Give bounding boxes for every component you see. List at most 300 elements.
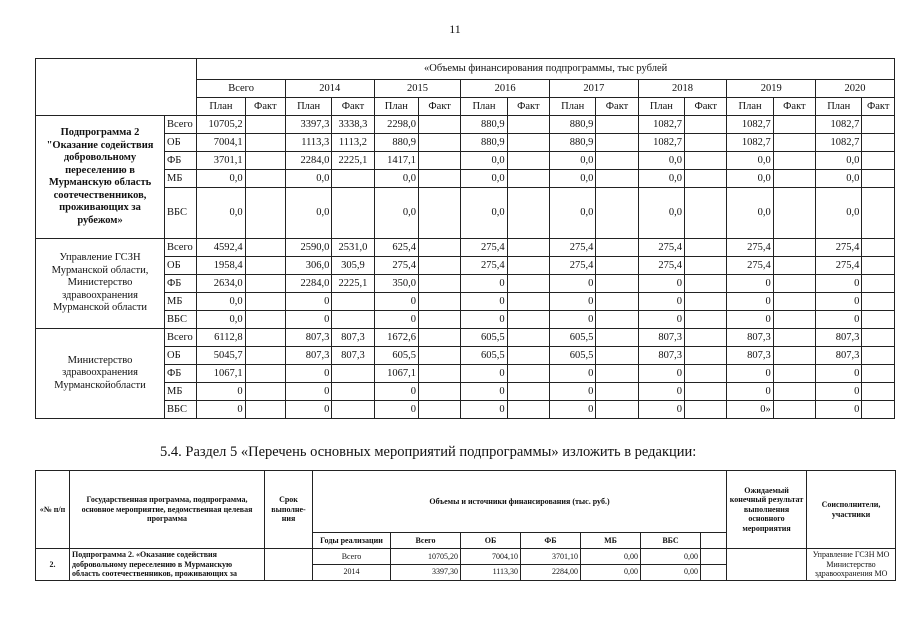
section-heading: 5.4. Раздел 5 «Перечень основных мероприятий подпрограммы» изложить в редакции: [160, 444, 697, 460]
measures-table [35, 470, 896, 581]
source-cell: МБ [165, 293, 197, 311]
value-cell: 807,3 [332, 347, 374, 365]
value-cell: 0 [374, 383, 418, 401]
value-cell: 3701,1 [197, 152, 245, 170]
table-row [36, 383, 895, 401]
value-cell [773, 152, 815, 170]
value-cell: 275,4 [550, 239, 596, 257]
value-cell: 1672,6 [374, 329, 418, 347]
value-cell: 0,0 [197, 311, 245, 329]
row-line-label: 2014 [313, 564, 391, 580]
group-label: Министерство здравоохранения Мурманскойобласти [36, 329, 165, 419]
value-cell: 275,4 [461, 257, 507, 275]
row-line-label: Всего [313, 549, 391, 565]
value-cell [507, 275, 549, 293]
value-cell: 7004,1 [197, 134, 245, 152]
value-cell [596, 188, 638, 239]
value-cell [685, 116, 727, 134]
value-cell [596, 170, 638, 188]
value-cell: 275,4 [727, 239, 773, 257]
value-cell [418, 239, 460, 257]
value-cell [685, 383, 727, 401]
value-cell: 0 [816, 365, 862, 383]
value-cell: 2225,1 [332, 275, 374, 293]
value-cell: 0,0 [816, 152, 862, 170]
value-cell [773, 293, 815, 311]
value-cell: 807,3 [727, 347, 773, 365]
value-cell: 880,9 [461, 116, 507, 134]
value-cell [332, 383, 374, 401]
value-cell: 807,3 [285, 347, 331, 365]
value-cell [596, 383, 638, 401]
value-cell: 0,0 [638, 152, 684, 170]
value-cell: 0 [727, 383, 773, 401]
col-num-header: «№ п/п [36, 471, 70, 549]
value-cell [332, 365, 374, 383]
value-cell: 0,0 [550, 170, 596, 188]
value-cell [596, 401, 638, 419]
fact-header: Факт [685, 98, 727, 116]
value-cell: 2531,0 [332, 239, 374, 257]
source-cell: ФБ [165, 365, 197, 383]
value-cell [773, 329, 815, 347]
value-cell [862, 293, 895, 311]
value-cell [773, 257, 815, 275]
table-row [36, 239, 895, 257]
subheader-blank [701, 533, 727, 549]
value-cell: 275,4 [374, 257, 418, 275]
value-cell: 0 [638, 383, 684, 401]
value-cell [245, 365, 285, 383]
plan-header: План [374, 98, 418, 116]
value-cell: 1082,7 [638, 134, 684, 152]
source-cell: Всего [165, 329, 197, 347]
value-cell: 0 [816, 275, 862, 293]
value-cell: 1417,1 [374, 152, 418, 170]
table-row [36, 329, 895, 347]
value-cell [507, 329, 549, 347]
value-cell [862, 401, 895, 419]
value-cell: 2284,0 [285, 152, 331, 170]
table-row [36, 188, 895, 239]
value-cell [418, 134, 460, 152]
subheader-total: Всего [391, 533, 461, 549]
value-cell [773, 239, 815, 257]
table-row [36, 134, 895, 152]
row-line-cell [701, 564, 727, 580]
value-cell: 275,4 [638, 257, 684, 275]
table-row [36, 293, 895, 311]
header-title: «Объемы финансирования подпрограммы, тыс рублей [197, 59, 895, 80]
value-cell [245, 257, 285, 275]
value-cell: 807,3 [816, 329, 862, 347]
value-cell: 880,9 [461, 134, 507, 152]
value-cell: 0 [550, 365, 596, 383]
plan-header: План [638, 98, 684, 116]
source-cell: ФБ [165, 275, 197, 293]
value-cell [507, 383, 549, 401]
value-cell [773, 401, 815, 419]
source-cell: Всего [165, 116, 197, 134]
source-cell: ОБ [165, 134, 197, 152]
value-cell: 0 [374, 293, 418, 311]
value-cell [507, 311, 549, 329]
value-cell: 0 [461, 311, 507, 329]
value-cell [418, 365, 460, 383]
value-cell: 275,4 [816, 239, 862, 257]
value-cell: 1082,7 [727, 116, 773, 134]
fact-header: Факт [418, 98, 460, 116]
value-cell [685, 329, 727, 347]
value-cell: 0,0 [374, 170, 418, 188]
value-cell: 0 [197, 401, 245, 419]
page-number: 11 [449, 22, 461, 36]
value-cell [418, 329, 460, 347]
value-cell: 2634,0 [197, 275, 245, 293]
source-cell: МБ [165, 170, 197, 188]
value-cell [862, 257, 895, 275]
value-cell: 880,9 [374, 134, 418, 152]
value-cell: 0,0 [727, 152, 773, 170]
value-cell [862, 329, 895, 347]
value-cell [245, 311, 285, 329]
value-cell: 0,0 [727, 188, 773, 239]
row-line-cell: 7004,10 [461, 549, 521, 565]
value-cell [596, 365, 638, 383]
value-cell: 275,4 [727, 257, 773, 275]
value-cell: 2284,0 [285, 275, 331, 293]
value-cell [245, 383, 285, 401]
value-cell [418, 152, 460, 170]
value-cell: 0 [638, 401, 684, 419]
value-cell [507, 170, 549, 188]
value-cell [773, 365, 815, 383]
value-cell [596, 329, 638, 347]
row-program: Подпрограмма 2. «Оказание содействия добровольному переселению в Мурманскую область соотечественников, проживающих за [70, 549, 265, 581]
value-cell: 1082,7 [727, 134, 773, 152]
table-row [36, 152, 895, 170]
plan-header: План [461, 98, 507, 116]
value-cell: 6112,8 [197, 329, 245, 347]
value-cell [418, 293, 460, 311]
value-cell: 275,4 [638, 239, 684, 257]
value-cell: 0 [285, 383, 331, 401]
value-cell [507, 401, 549, 419]
value-cell [773, 116, 815, 134]
value-cell: 0,0 [461, 170, 507, 188]
value-cell [507, 293, 549, 311]
value-cell [418, 257, 460, 275]
value-cell [418, 170, 460, 188]
value-cell: 0 [816, 383, 862, 401]
value-cell: 0 [461, 365, 507, 383]
value-cell [332, 188, 374, 239]
subheader-mb: МБ [581, 533, 641, 549]
plan-header: План [197, 98, 245, 116]
row-line-cell: 3701,10 [521, 549, 581, 565]
value-cell: 275,4 [816, 257, 862, 275]
value-cell: 807,3 [332, 329, 374, 347]
value-cell: 3338,3 [332, 116, 374, 134]
value-cell: 0 [550, 401, 596, 419]
value-cell: 1067,1 [197, 365, 245, 383]
col-program-header: Государственная программа, подпрограмма, основное мероприятие, ведомственная целевая программа [70, 471, 265, 549]
table-row [36, 365, 895, 383]
value-cell: 605,5 [550, 329, 596, 347]
value-cell: 0,0 [816, 188, 862, 239]
plan-header: План [727, 98, 773, 116]
value-cell: 0,0 [638, 188, 684, 239]
table-row [36, 401, 895, 419]
value-cell [596, 311, 638, 329]
source-cell: ВБС [165, 188, 197, 239]
value-cell [773, 188, 815, 239]
value-cell [862, 239, 895, 257]
value-cell [862, 188, 895, 239]
value-cell [332, 311, 374, 329]
value-cell [596, 134, 638, 152]
fact-header: Факт [862, 98, 895, 116]
value-cell: 0 [285, 365, 331, 383]
value-cell [507, 257, 549, 275]
value-cell: 0 [461, 293, 507, 311]
row-line-cell [701, 549, 727, 565]
plan-header: План [550, 98, 596, 116]
header-blank [36, 59, 197, 116]
row-line-cell: 0,00 [641, 564, 701, 580]
value-cell [332, 401, 374, 419]
value-cell [507, 152, 549, 170]
value-cell: 0,0 [197, 188, 245, 239]
value-cell: 0 [550, 383, 596, 401]
value-cell [862, 152, 895, 170]
value-cell: 1113,2 [332, 134, 374, 152]
value-cell [507, 239, 549, 257]
source-cell: ВБС [165, 311, 197, 329]
value-cell: 305,9 [332, 257, 374, 275]
table-row [36, 275, 895, 293]
value-cell [773, 347, 815, 365]
row-executors: Управление ГСЗН МО Министерство здравоохранения МО [807, 549, 896, 581]
value-cell: 605,5 [461, 329, 507, 347]
value-cell [418, 188, 460, 239]
source-cell: ФБ [165, 152, 197, 170]
value-cell: 0 [285, 401, 331, 419]
value-cell: 0 [550, 275, 596, 293]
value-cell [685, 257, 727, 275]
value-cell [245, 134, 285, 152]
value-cell [773, 275, 815, 293]
value-cell: 0» [727, 401, 773, 419]
year-header: 2016 [461, 80, 550, 98]
value-cell: 625,4 [374, 239, 418, 257]
plan-header: План [285, 98, 331, 116]
value-cell [245, 170, 285, 188]
value-cell: 2298,0 [374, 116, 418, 134]
value-cell: 0 [638, 365, 684, 383]
value-cell: 2225,1 [332, 152, 374, 170]
value-cell: 0 [727, 293, 773, 311]
year-header: 2020 [816, 80, 895, 98]
value-cell: 0 [638, 311, 684, 329]
value-cell [245, 188, 285, 239]
value-cell [773, 383, 815, 401]
value-cell: 0,0 [374, 188, 418, 239]
value-cell [862, 116, 895, 134]
value-cell: 0,0 [727, 170, 773, 188]
value-cell [507, 365, 549, 383]
value-cell [418, 275, 460, 293]
value-cell: 0,0 [816, 170, 862, 188]
value-cell [862, 365, 895, 383]
value-cell [507, 116, 549, 134]
value-cell [685, 134, 727, 152]
value-cell [862, 347, 895, 365]
subheader-ob: ОБ [461, 533, 521, 549]
value-cell: 0 [550, 311, 596, 329]
table-row [36, 116, 895, 134]
value-cell [685, 275, 727, 293]
value-cell: 1067,1 [374, 365, 418, 383]
value-cell: 1082,7 [816, 116, 862, 134]
value-cell [685, 311, 727, 329]
value-cell [507, 347, 549, 365]
value-cell: 605,5 [550, 347, 596, 365]
value-cell [685, 152, 727, 170]
fact-header: Факт [245, 98, 285, 116]
value-cell: 605,5 [374, 347, 418, 365]
year-header: 2014 [285, 80, 374, 98]
value-cell: 0,0 [550, 188, 596, 239]
value-cell: 0 [727, 365, 773, 383]
value-cell: 807,3 [638, 329, 684, 347]
value-cell: 306,0 [285, 257, 331, 275]
value-cell: 0 [461, 401, 507, 419]
value-cell [245, 152, 285, 170]
value-cell: 807,3 [638, 347, 684, 365]
value-cell [773, 311, 815, 329]
value-cell [862, 134, 895, 152]
value-cell [596, 257, 638, 275]
source-cell: ВБС [165, 401, 197, 419]
value-cell: 3397,3 [285, 116, 331, 134]
value-cell [862, 311, 895, 329]
value-cell: 350,0 [374, 275, 418, 293]
value-cell [332, 293, 374, 311]
value-cell: 0 [816, 401, 862, 419]
value-cell: 0,0 [550, 152, 596, 170]
value-cell [862, 275, 895, 293]
table-row [36, 170, 895, 188]
value-cell: 4592,4 [197, 239, 245, 257]
row-line-cell: 0,00 [641, 549, 701, 565]
value-cell [685, 365, 727, 383]
value-cell: 807,3 [727, 329, 773, 347]
value-cell [596, 347, 638, 365]
source-cell: ОБ [165, 257, 197, 275]
value-cell: 0 [197, 383, 245, 401]
value-cell [245, 116, 285, 134]
value-cell [507, 134, 549, 152]
row-result [727, 549, 807, 581]
value-cell: 0,0 [461, 188, 507, 239]
value-cell: 1082,7 [638, 116, 684, 134]
value-cell [685, 170, 727, 188]
value-cell [862, 383, 895, 401]
value-cell: 275,4 [461, 239, 507, 257]
value-cell: 0 [550, 293, 596, 311]
subheader-fb: ФБ [521, 533, 581, 549]
value-cell: 1082,7 [816, 134, 862, 152]
value-cell [596, 239, 638, 257]
value-cell [596, 152, 638, 170]
group-label: Подпрограмма 2 "Оказание содействия добровольному переселению в Мурманскую область соотечественников, проживающих за рубежом» [36, 116, 165, 239]
value-cell [685, 293, 727, 311]
value-cell [685, 239, 727, 257]
value-cell: 0 [816, 293, 862, 311]
source-cell: ОБ [165, 347, 197, 365]
table-row [36, 347, 895, 365]
value-cell: 0 [727, 275, 773, 293]
value-cell [245, 239, 285, 257]
value-cell: 5045,7 [197, 347, 245, 365]
year-header: 2019 [727, 80, 816, 98]
year-header: 2018 [638, 80, 727, 98]
fact-header: Факт [773, 98, 815, 116]
value-cell: 0,0 [197, 293, 245, 311]
value-cell: 0,0 [285, 188, 331, 239]
value-cell [685, 188, 727, 239]
value-cell [418, 311, 460, 329]
value-cell: 807,3 [816, 347, 862, 365]
value-cell [773, 170, 815, 188]
value-cell [862, 170, 895, 188]
plan-header: План [816, 98, 862, 116]
value-cell [332, 170, 374, 188]
value-cell: 0 [285, 293, 331, 311]
col-volumes-header: Объемы и источники финансирования (тыс. руб.) [313, 471, 727, 533]
row-line-cell: 1113,30 [461, 564, 521, 580]
value-cell: 0 [374, 401, 418, 419]
group-label: Управление ГСЗН Мурманской области, Министерство здравоохранения Мурманской области [36, 239, 165, 329]
value-cell: 0 [638, 293, 684, 311]
value-cell [245, 347, 285, 365]
value-cell [418, 347, 460, 365]
value-cell: 0 [285, 311, 331, 329]
row-num: 2. [36, 549, 70, 581]
col-term-header: Срок выполне-ния [265, 471, 313, 549]
value-cell: 807,3 [285, 329, 331, 347]
fact-header: Факт [507, 98, 549, 116]
table-row [36, 311, 895, 329]
value-cell [418, 383, 460, 401]
year-header: 2017 [550, 80, 639, 98]
value-cell [773, 134, 815, 152]
value-cell: 0 [638, 275, 684, 293]
value-cell [245, 293, 285, 311]
value-cell: 0 [816, 311, 862, 329]
subheader-vbs: ВБС [641, 533, 701, 549]
year-header: Всего [197, 80, 286, 98]
col-executors-header: Соисполнители, участники [807, 471, 896, 549]
table-row [36, 257, 895, 275]
value-cell: 10705,2 [197, 116, 245, 134]
financing-table [35, 58, 895, 419]
row-line-cell: 0,00 [581, 564, 641, 580]
source-cell: Всего [165, 239, 197, 257]
value-cell [507, 188, 549, 239]
value-cell [418, 116, 460, 134]
